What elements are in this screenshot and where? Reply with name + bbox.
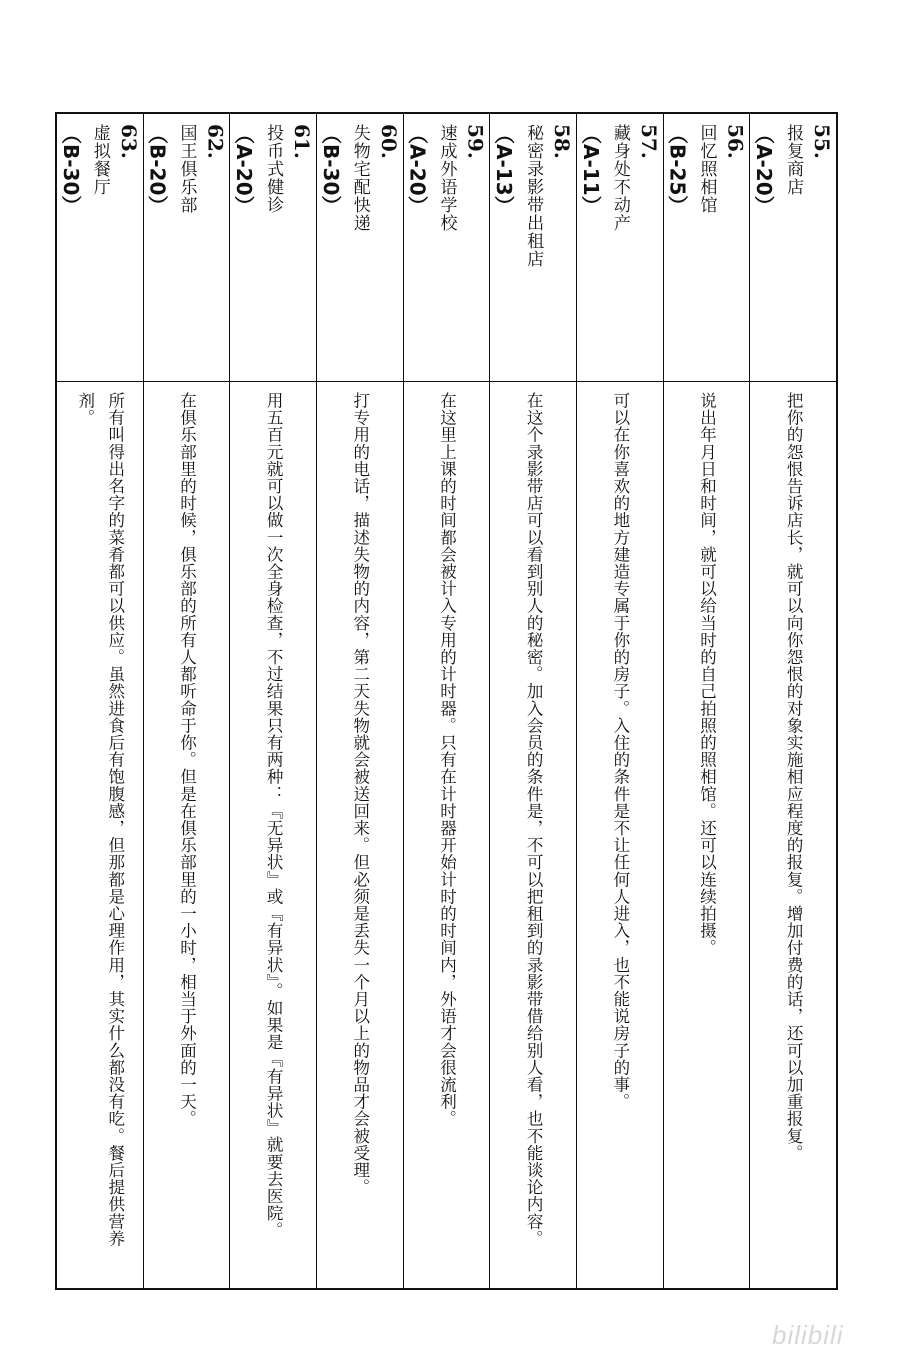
entry-number: 58. — [550, 124, 575, 159]
entry-number: 57. — [636, 124, 661, 159]
entry-grade-wrap — [665, 124, 689, 215]
entry-grade-wrap — [752, 124, 776, 216]
entry-header — [577, 114, 663, 382]
entry-header — [490, 114, 576, 382]
entry-grade-wrap — [232, 124, 256, 216]
entry-header — [664, 114, 750, 382]
entry-description: 在这里上课的时间都会被计入专用的计时器。只有在计时器开始计时的时间内，外语才会很流利。 — [437, 392, 457, 1128]
entry-header — [404, 114, 490, 382]
entry-column — [143, 114, 230, 1288]
entry-number: 62. — [203, 124, 228, 159]
entry-name: 虚拟餐厅 — [89, 124, 110, 196]
bilibili-watermark: bilibili — [772, 1320, 844, 1350]
entry-number: 61. — [290, 124, 315, 159]
entry-header — [230, 114, 316, 382]
entry-body — [317, 382, 403, 1288]
entry-column — [489, 114, 576, 1288]
entry-header — [144, 114, 230, 382]
entry-body — [577, 382, 663, 1288]
entry-name: 失物宅配快递 — [349, 124, 370, 232]
entry-header — [750, 114, 836, 382]
entry-grade: （B-25） — [665, 124, 690, 216]
entry-name: 报复商店 — [783, 124, 804, 196]
entry-body — [750, 382, 836, 1288]
entry-description: 用五百元就可以做一次全身检查，不过结果只有两种：『无异状』或『有异状』。如果是『有异状』就要去医院。 — [264, 392, 284, 1239]
entry-name: 投币式健诊 — [263, 124, 284, 214]
entry-grade-wrap — [59, 124, 83, 215]
entry-column — [749, 114, 836, 1288]
entry-grade: （A-20） — [752, 124, 777, 216]
entry-body — [230, 382, 316, 1288]
entry-body — [664, 382, 750, 1288]
entry-grade: （B-20） — [145, 124, 170, 216]
entry-number: 60. — [376, 124, 401, 159]
entry-grade-wrap — [492, 124, 516, 216]
entry-number: 63. — [116, 124, 141, 159]
entry-column — [663, 114, 750, 1288]
entry-grade-wrap — [579, 124, 603, 216]
entry-description: 说出年月日和时间，就可以给当时的自己拍照的照相馆。还可以连续拍摄。 — [697, 392, 717, 957]
entry-grade: （A-11） — [578, 124, 603, 216]
entry-column — [316, 114, 403, 1288]
entry-grade: （A-20） — [232, 124, 257, 216]
entry-name: 藏身处不动产 — [609, 124, 630, 232]
entry-grade-wrap — [405, 124, 429, 216]
entry-header — [57, 114, 143, 382]
entry-column — [57, 114, 143, 1288]
entry-description: 把你的怨恨告诉店长，就可以向你怨恨的对象实施相应程度的报复。增加付费的话，还可以加重报复。 — [784, 392, 804, 1162]
entry-body — [144, 382, 230, 1288]
entry-number: 55. — [810, 124, 835, 159]
entry-name: 秘密录影带出租店 — [523, 124, 544, 268]
entry-description: 可以在你喜欢的地方建造专属于你的房子。入住的条件是不让任何人进入，也不能说房子的事。 — [610, 392, 630, 1111]
entry-description: 在这个录影带店可以看到别人的秘密。加入会员的条件是，不可以把租到的录影带借给别人看，也不能谈论内容。 — [524, 392, 544, 1247]
entry-name: 回忆照相馆 — [696, 124, 717, 214]
entry-body — [404, 382, 490, 1288]
entry-name: 速成外语学校 — [436, 124, 457, 232]
entry-body — [490, 382, 576, 1288]
entry-description: 所有叫得出名字的菜肴都可以供应。虽然进食后有饱腹感，但那都是心理作用，其实什么都没有吃。餐后提供营养剂。 — [75, 392, 125, 1247]
entry-grade: （A-20） — [405, 124, 430, 216]
entry-column — [403, 114, 490, 1288]
entry-description: 打专用的电话，描述失物的内容，第二天失物就会被送回来。但必须是丢失一个月以上的物品才会被受理。 — [350, 392, 370, 1196]
entry-grade-wrap — [145, 124, 169, 215]
entry-grade: （A-13） — [492, 124, 517, 216]
entry-description: 在俱乐部里的时候，俱乐部的所有人都听命于你。但是在俱乐部里的一小时，相当于外面的一天。 — [177, 392, 197, 1128]
entry-header — [317, 114, 403, 382]
entry-number: 59. — [463, 124, 488, 159]
entry-number: 56. — [723, 124, 748, 159]
entry-body — [57, 382, 143, 1288]
entry-grade: （B-30） — [58, 124, 83, 216]
entry-grade: （B-30） — [318, 124, 343, 216]
entry-column — [229, 114, 316, 1288]
entry-grade-wrap — [319, 124, 343, 215]
entry-name: 国王俱乐部 — [176, 124, 197, 214]
entry-column — [576, 114, 663, 1288]
entries-table — [55, 112, 838, 1290]
